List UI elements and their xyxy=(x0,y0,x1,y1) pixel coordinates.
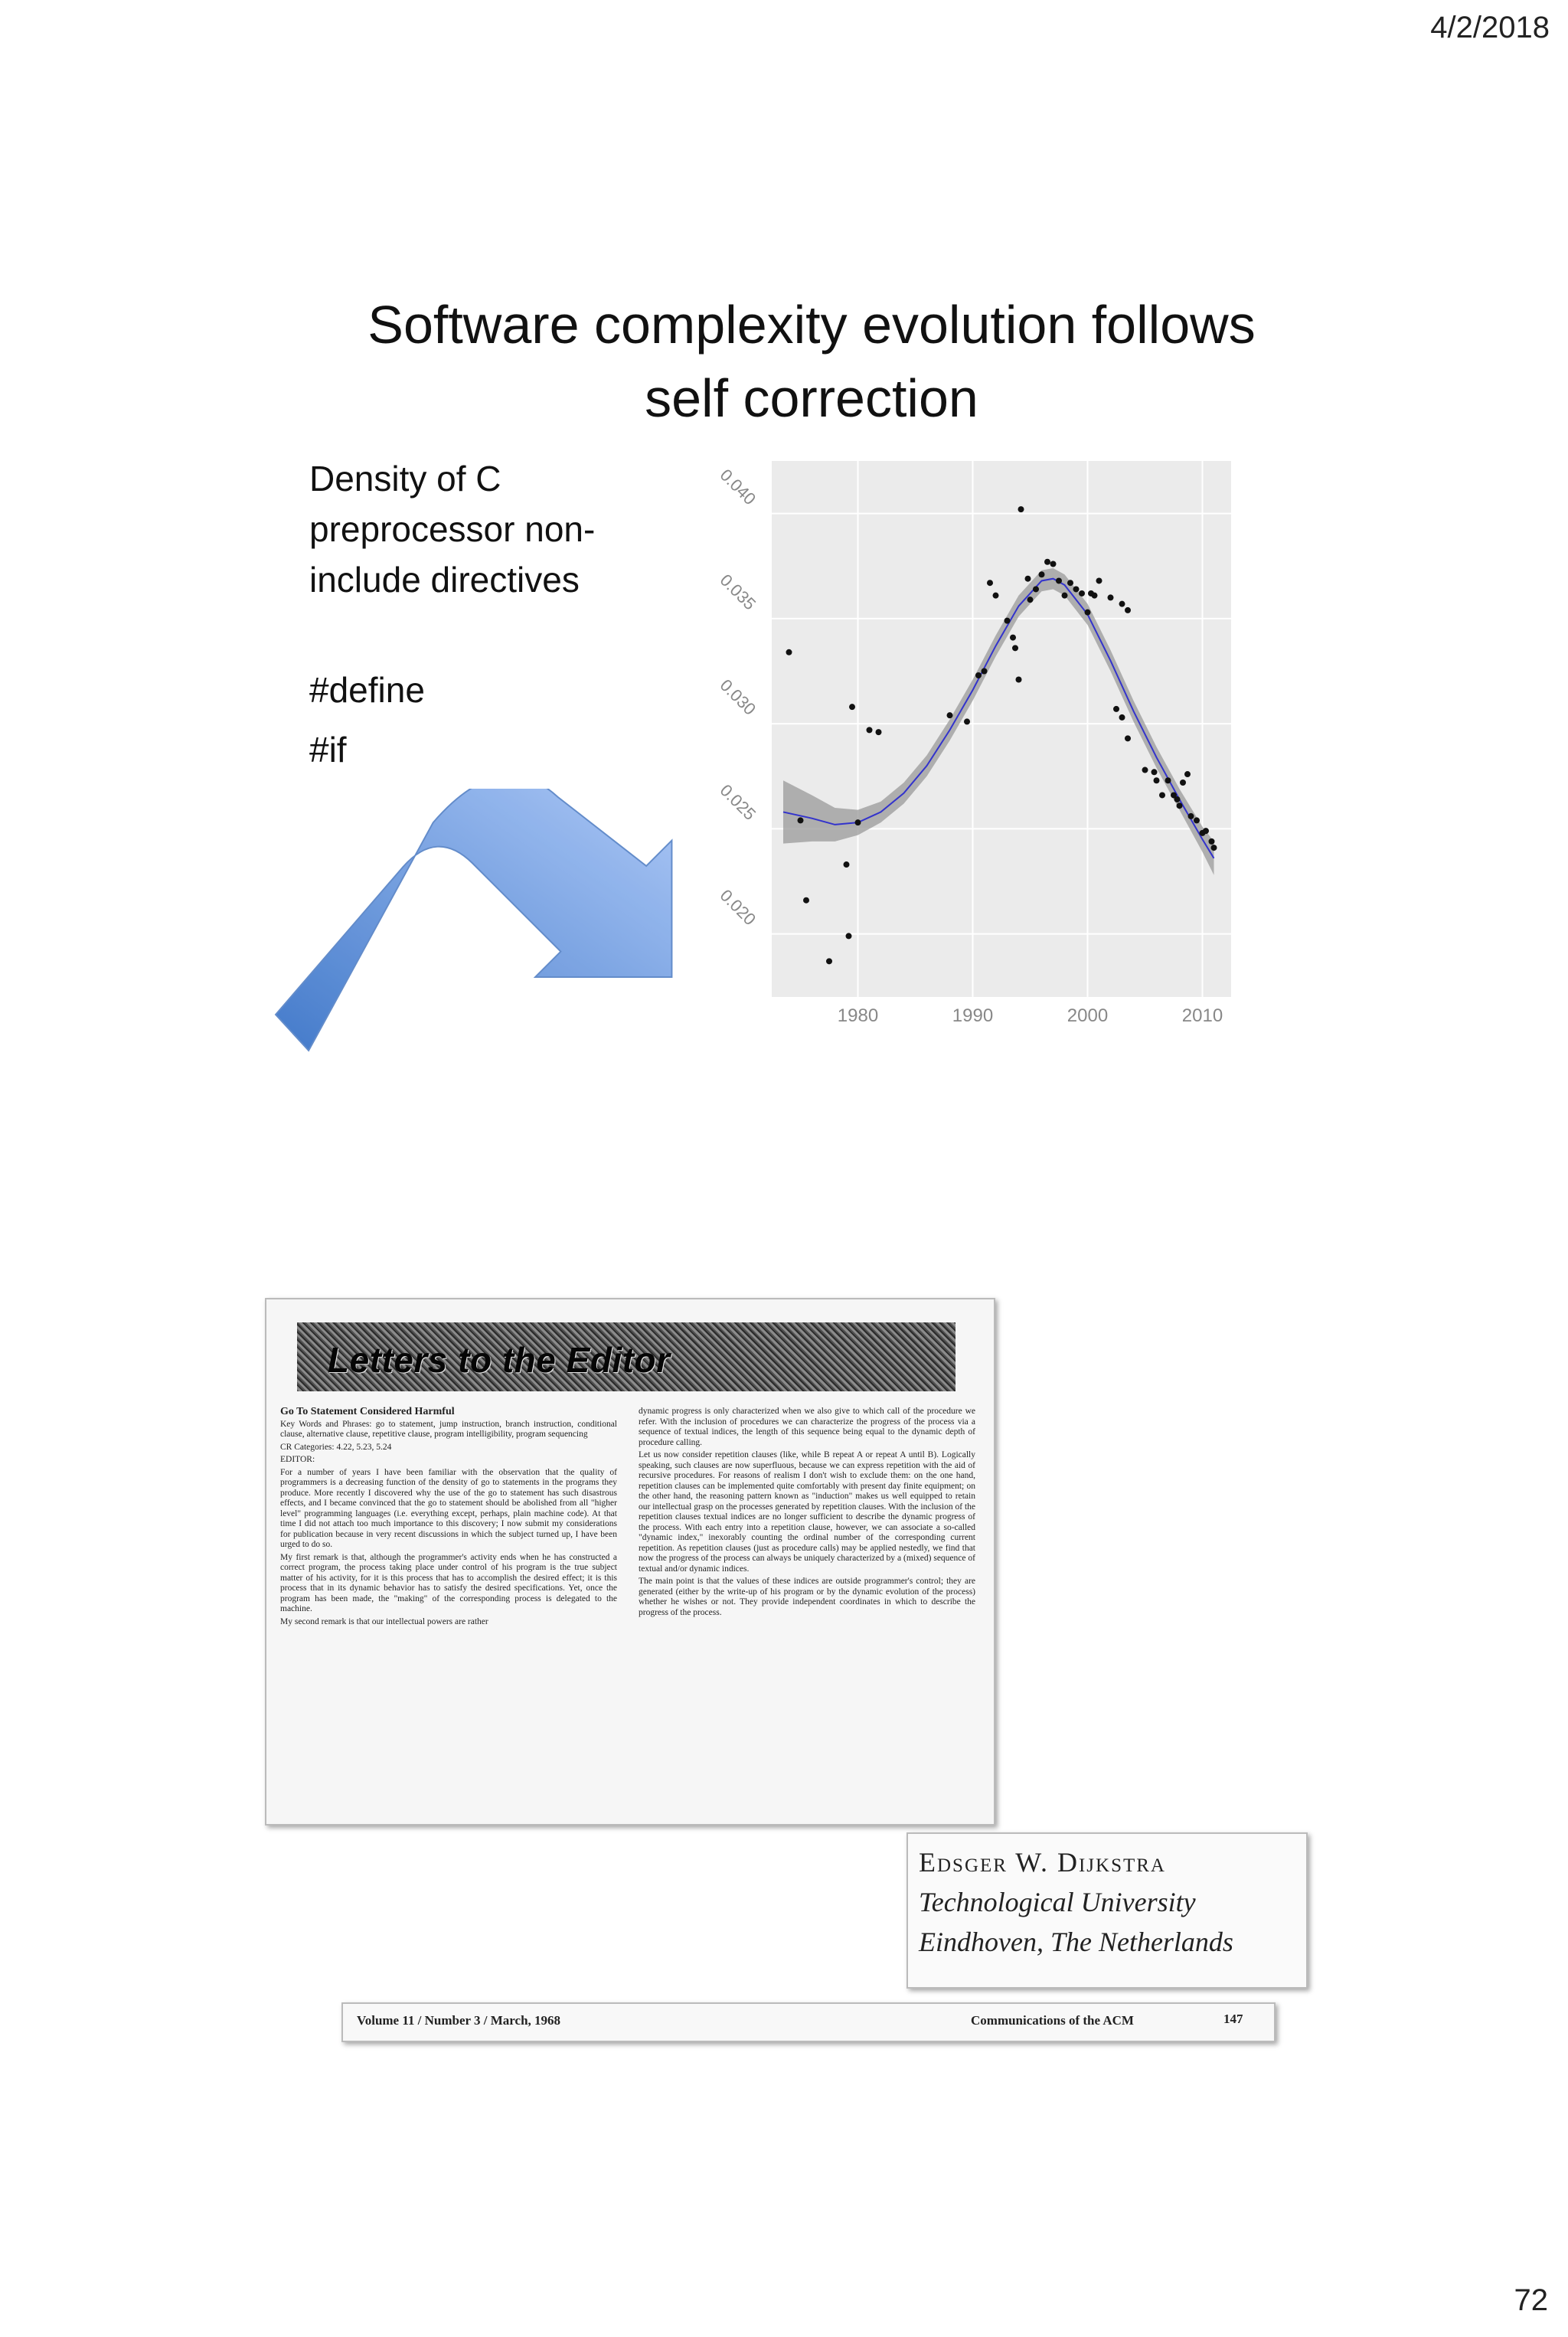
chart-point xyxy=(798,817,804,823)
chart-point xyxy=(1159,792,1165,798)
chart-point xyxy=(1033,586,1039,592)
letter-paragraph: For a number of years I have been familiar with the observation that the quality of programmers is a decreasing function of the density of go to statements in the programs they produce. More recently I discovered why the use of the go to statement has such disastrous effects, and I became convinced that the go to statement should be abolished from all "higher level" programming languages (i.e. everything except, perhaps, plain machine code). At that time I did not attach too much importance to this discovery; I now submit my considerations for publication because in very recent discussions in which the subject turned up, I have been urged to do so. xyxy=(280,1467,617,1549)
journal-name: Communications of the ACM xyxy=(971,2013,1134,2028)
signature-name: Edsger W. Dijkstra xyxy=(919,1847,1166,1878)
chart-point xyxy=(1012,645,1018,651)
chart-point xyxy=(849,704,855,710)
chart-point xyxy=(1010,635,1016,641)
slide-title-line-2: self correction xyxy=(645,368,978,428)
chart-point xyxy=(1209,838,1215,845)
chart-point xyxy=(1125,607,1131,613)
letter-left-column xyxy=(280,1407,617,1629)
chart-point xyxy=(1016,676,1022,682)
chart-y-tick-label: 0.025 xyxy=(716,780,760,824)
chart-y-tick-label: 0.030 xyxy=(716,675,760,719)
chart-point xyxy=(1050,561,1057,567)
side-text-line: Density of C xyxy=(309,459,501,498)
chart-point xyxy=(846,933,852,939)
chart-point xyxy=(1211,845,1217,851)
chart-point xyxy=(1125,735,1131,741)
chart-point xyxy=(803,897,809,904)
journal-page: 147 xyxy=(1223,2012,1243,2026)
side-text-line: #if xyxy=(309,730,347,770)
letter-paragraph: CR Categories: 4.22, 5.23, 5.24 xyxy=(280,1442,392,1452)
chart-point xyxy=(964,718,970,724)
chart-y-tick-label: 0.020 xyxy=(716,885,760,930)
chart-point xyxy=(1092,593,1098,599)
chart-point xyxy=(1004,618,1011,624)
chart-point xyxy=(1079,590,1085,597)
chart-point xyxy=(1119,714,1125,721)
chart-point xyxy=(1056,577,1062,583)
chart-x-tick-label: 2000 xyxy=(1067,1005,1109,1026)
chart-x-tick-label: 2010 xyxy=(1181,1005,1223,1026)
letter-right-column xyxy=(639,1407,975,1620)
chart-point xyxy=(826,958,832,964)
chart-y-ticks xyxy=(717,466,760,930)
journal-footer xyxy=(341,2002,1276,2042)
letter-paragraph: My first remark is that, although the programmer's activity ends when he has constructed a correct program, the process taking place under control of his program is the true subject matter of his activity, for it is this process that has to accomplish the desired effect; it is this process that in its dynamic behavior has to satisfy the desired specifications. Yet, once the program has been made, the "making" of the corresponding process is delegated to the machine. xyxy=(280,1552,617,1613)
chart-point xyxy=(1018,506,1024,512)
slide-title-line-1: Software complexity evolution follows xyxy=(368,295,1256,355)
signature-block xyxy=(906,1832,1308,1989)
chart-point xyxy=(1027,597,1034,603)
chart-point xyxy=(1177,802,1183,809)
banner-title: Letters to the Editor xyxy=(328,1340,671,1380)
side-text-line: include directives xyxy=(309,560,580,600)
chart-point xyxy=(1165,777,1171,783)
chart-point xyxy=(1184,771,1191,777)
slide-date: 4/2/2018 xyxy=(1430,11,1550,44)
chart-point xyxy=(1152,769,1158,775)
chart-y-tick-label: 0.040 xyxy=(716,465,760,509)
chart-point xyxy=(867,727,873,733)
chart-point xyxy=(786,649,792,655)
chart-point xyxy=(1113,706,1119,712)
letter-paragraph: My second remark is that our intellectual powers are rather xyxy=(280,1616,488,1626)
side-text-line xyxy=(309,605,595,655)
letter-paragraph: The main point is that the values of these indices are outside programmer's control; they are generated (either by the write-up of his program or by the dynamic evolution of the process) whether he wishes or not. They provide independent coordinates in which to describe the progress of the process. xyxy=(639,1577,975,1617)
chart-x-ticks xyxy=(838,1005,1223,1026)
chart-point xyxy=(1096,577,1102,583)
chart-point xyxy=(1119,601,1125,607)
chart-x-tick-label: 1980 xyxy=(837,1005,879,1026)
chart-point xyxy=(1154,777,1160,783)
article-heading: Go To Statement Considered Harmful xyxy=(280,1406,455,1417)
chart-point xyxy=(1067,580,1073,586)
chart-point xyxy=(1142,767,1148,773)
letter-paragraph: Key Words and Phrases: go to statement, jump instruction, branch instruction, conditional clause, alternative clause, repetitive clause, program intelligibility, program sequencing xyxy=(280,1419,617,1439)
curved-arrow-icon xyxy=(270,789,689,1080)
slide-title xyxy=(276,288,1348,435)
page-number: 72 xyxy=(1514,2283,1548,2317)
chart-point xyxy=(1188,813,1194,819)
side-text xyxy=(309,453,595,775)
chart-point xyxy=(1044,559,1050,565)
letter-paragraph: EDITOR: xyxy=(280,1455,315,1464)
chart-point xyxy=(947,712,953,718)
signature-affiliation: Technological University xyxy=(919,1887,1196,1917)
chart-point xyxy=(1039,571,1045,577)
density-chart xyxy=(710,438,1292,1051)
chart-point xyxy=(1073,586,1080,592)
chart-point xyxy=(993,593,999,599)
chart-point xyxy=(1062,593,1068,599)
signature-location: Eindhoven, The Netherlands xyxy=(919,1927,1233,1957)
chart-point xyxy=(1174,796,1181,802)
chart-point xyxy=(975,672,982,678)
dijkstra-letter-scan xyxy=(265,1298,995,1825)
chart-y-tick-label: 0.035 xyxy=(716,570,760,614)
letter-paragraph: dynamic progress is only characterized when we also give to which call of the procedure we refer. With the inclusion of procedures we can characterize the progress of the process via a sequence of textual indices, the length of this sequence being equal to the dynamic depth of procedure calling. xyxy=(639,1407,975,1447)
chart-x-tick-label: 1990 xyxy=(952,1005,994,1026)
chart-point xyxy=(876,729,882,735)
chart-point xyxy=(982,668,988,675)
chart-point xyxy=(1194,817,1200,823)
chart-point xyxy=(987,580,993,586)
chart-point xyxy=(1108,594,1114,600)
chart-point xyxy=(844,861,850,868)
chart-point xyxy=(1025,576,1031,582)
journal-volume: Volume 11 / Number 3 / March, 1968 xyxy=(357,2013,561,2028)
chart-point xyxy=(1203,828,1209,834)
letters-banner xyxy=(297,1322,956,1391)
chart-point xyxy=(1085,610,1091,616)
chart-point xyxy=(1180,780,1186,786)
chart-point xyxy=(855,819,861,825)
side-text-line: preprocessor non- xyxy=(309,509,596,549)
side-text-line: #define xyxy=(309,670,425,710)
letter-paragraph: Let us now consider repetition clauses (like, while B repeat A or repeat A until B). Logically speaking, such clauses are now superfluous, because we can express repetition with the aid of recursive procedures. For reasons of realism I don't wish to exclude them: on the one hand, repetition clauses can be implemented quite comfortably with present day finite equipment; on the other hand, the reasoning pattern known as "induction" makes us well equipped to retain our intellectual grasp on the processes generated by repetition clauses. With the inclusion of the repetition clauses textual indices are no longer sufficient to describe the dynamic progress of the process. With each entry into a repetition clause, however, we can associate a so-called "dynamic index," inexorably counting the ordinal number of the corresponding current repetition. As repetition clauses (just as procedure calls) may be applied nestedly, we find that now the progress of the process can always be uniquely characterized by a (mixed) sequence of textual and/or dynamic indices. xyxy=(639,1450,975,1574)
chart-panel xyxy=(772,461,1231,997)
